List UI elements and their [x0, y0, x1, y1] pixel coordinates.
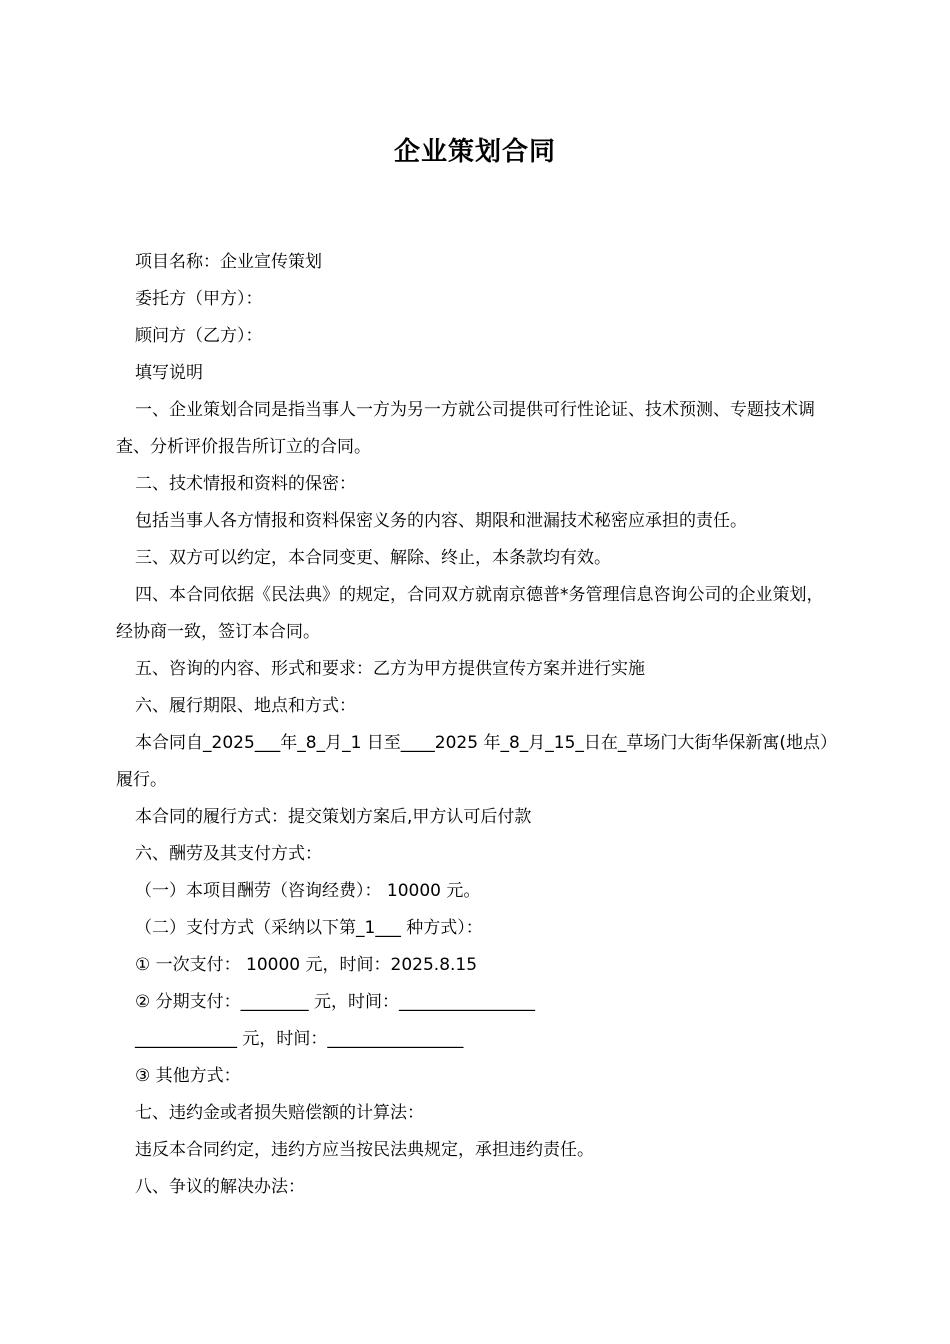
- clause-5-content: 五、咨询的内容、形式和要求：乙方为甲方提供宣传方案并进行实施: [135, 659, 645, 679]
- remuneration-amount-line: （一）本项目酬劳（咨询经费）： 10000 元。: [135, 881, 481, 901]
- clause-7-penalty-heading: 七、违约金或者损失赔偿额的计算法：: [135, 1103, 424, 1123]
- clause-4-basis: 四、本合同依据《民法典》的规定，合同双方就南京德普*务管理信息咨询公司的企业策划，经协商一致，签订本合同。: [116, 585, 824, 642]
- payment-option-2: ② 分期支付：________ 元，时间：________________: [135, 992, 536, 1012]
- clause-6-term-text: 本合同自_2025___年_8_月_1 日至____2025 年_8_月_15_日在_草场门大街华保新寓(地点）履行。: [116, 733, 838, 790]
- clause-7-penalty-text: 违反本合同约定，违约方应当按民法典规定，承担违约责任。: [135, 1140, 594, 1160]
- document-title: 企业策划合同: [393, 137, 556, 167]
- clause-1-definition: 一、企业策划合同是指当事人一方为另一方就公司提供可行性论证、技术预测、专题技术调查、分析评价报告所订立的合同。: [116, 400, 815, 457]
- payment-option-2-continued: ____________ 元，时间：________________: [135, 1029, 464, 1049]
- client-party-line: 委托方（甲方）：: [135, 289, 263, 309]
- clause-8-dispute-heading: 八、争议的解决办法：: [135, 1177, 305, 1197]
- document-body: [116, 244, 838, 1206]
- payment-method-line: （二）支付方式（采纳以下第_1___ 种方式）：: [135, 918, 483, 938]
- payment-option-1: ① 一次支付： 10000 元，时间：2025.8.15: [135, 955, 478, 975]
- clause-3-validity: 三、双方可以约定，本合同变更、解除、终止，本条款均有效。: [135, 548, 611, 568]
- project-name-line: 项目名称：企业宣传策划: [135, 252, 322, 272]
- clause-6-remuneration-heading: 六、酬劳及其支付方式：: [135, 844, 322, 864]
- clause-2-confidentiality-text: 包括当事人各方情报和资料保密义务的内容、期限和泄漏技术秘密应承担的责任。: [135, 511, 747, 531]
- instructions-heading: 填写说明: [135, 363, 203, 383]
- consultant-party-line: 顾问方（乙方）：: [135, 326, 263, 346]
- clause-2-confidentiality-heading: 二、技术情报和资料的保密：: [135, 474, 356, 494]
- clause-6-term-heading: 六、履行期限、地点和方式：: [135, 696, 356, 716]
- performance-method-line: 本合同的履行方式：提交策划方案后,甲方认可后付款: [135, 807, 532, 827]
- payment-option-3: ③ 其他方式：: [135, 1066, 241, 1086]
